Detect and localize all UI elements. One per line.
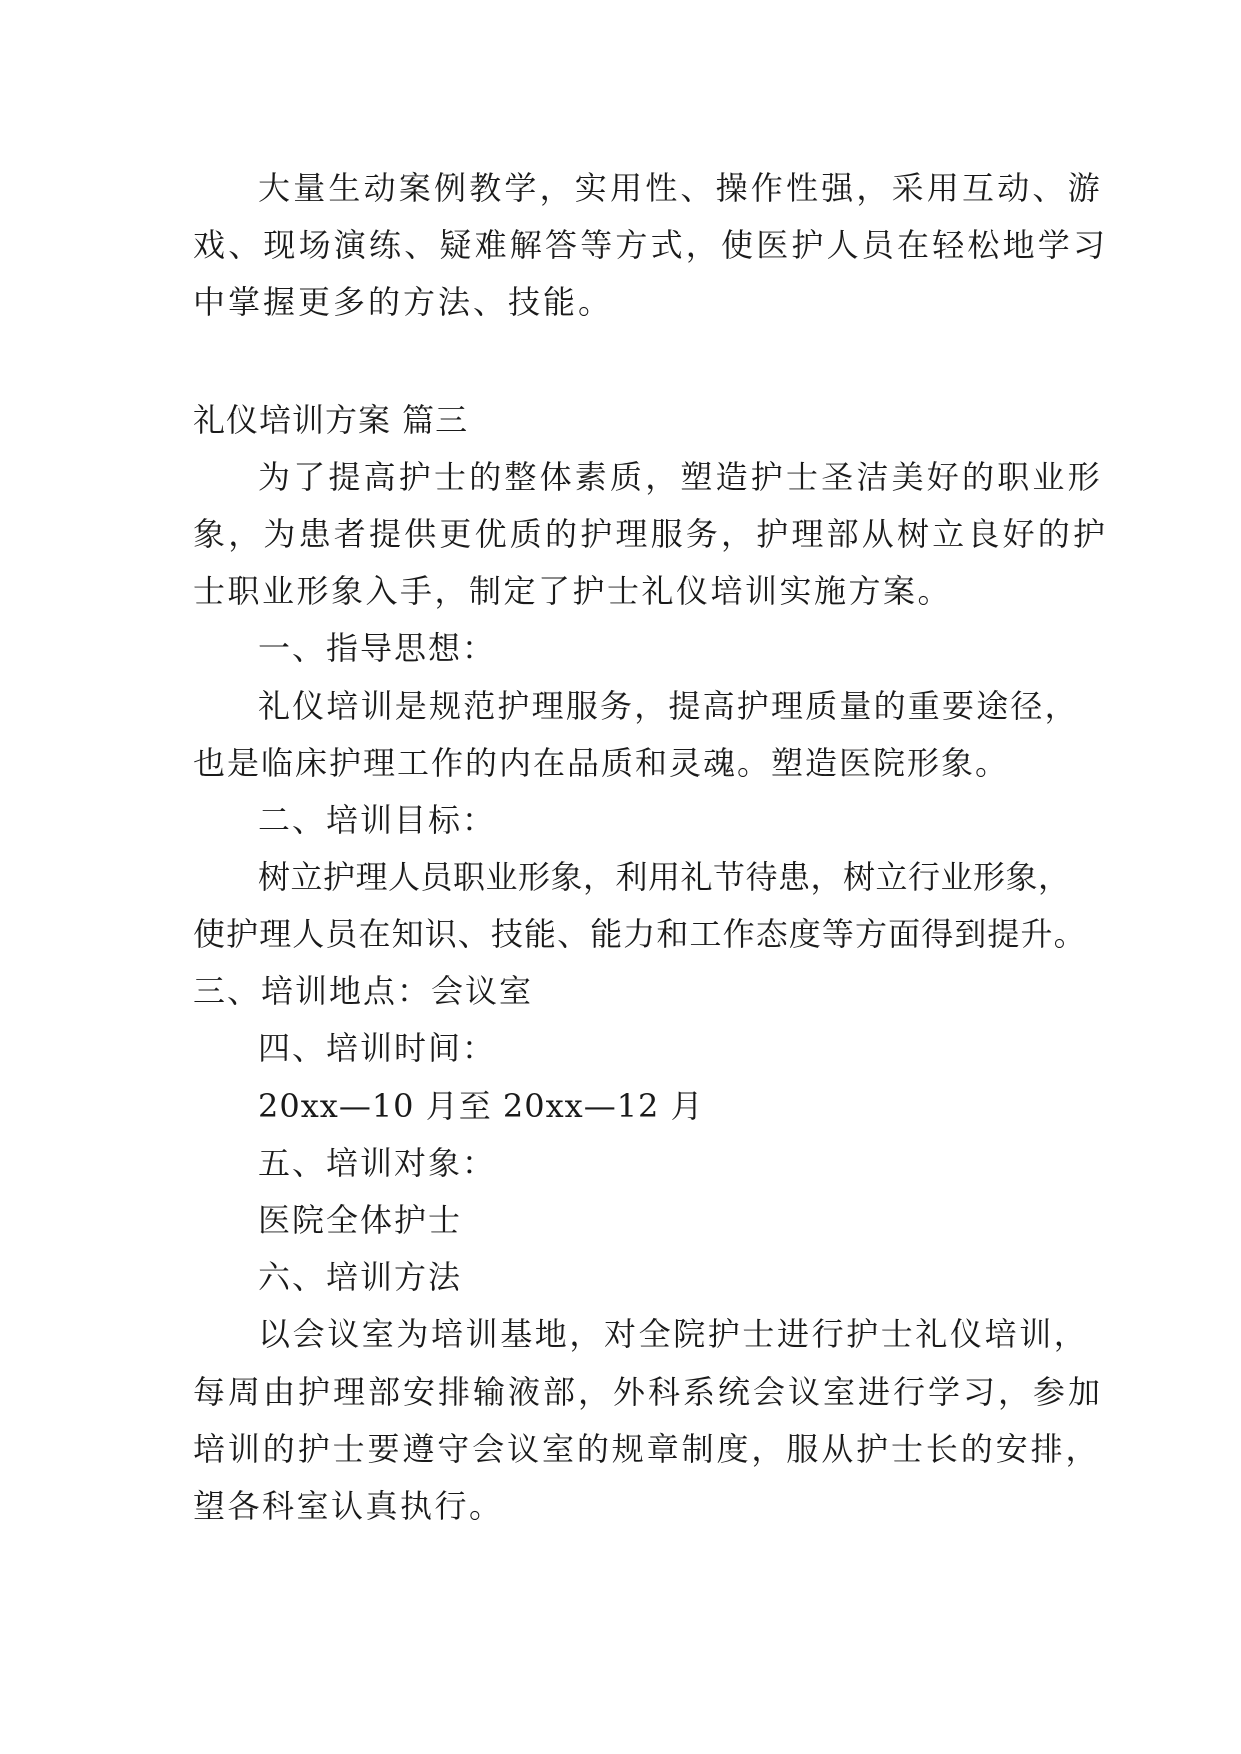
purpose-line-1: 为了提高护士的整体素质，塑造护士圣洁美好的职业形 [258, 458, 1103, 496]
method-line-3: 培训的护士要遵守会议室的规章制度，服从护士长的安排， [193, 1430, 1101, 1468]
heading-training-time: 四、培训时间： [258, 1029, 497, 1067]
heading-training-goal: 二、培训目标： [258, 801, 497, 839]
method-line-1: 以会议室为培训基地，对全院护士进行护士礼仪培训， [258, 1315, 1089, 1353]
heading-training-target: 五、培训对象： [258, 1144, 497, 1182]
goal-line-2: 使护理人员在知识、技能、能力和工作态度等方面得到提升。 [193, 915, 1087, 953]
section-title: 礼仪培训方案 篇三 [193, 401, 469, 439]
method-line-4: 望各科室认真执行。 [193, 1487, 504, 1525]
training-time-value: 20xx—10 月至 20xx—12 月 [258, 1087, 704, 1125]
purpose-line-3: 士职业形象入手，制定了护士礼仪培训实施方案。 [193, 572, 953, 610]
purpose-line-2: 象，为患者提供更优质的护理服务，护理部从树立良好的护 [193, 515, 1109, 553]
guide-line-1: 礼仪培训是规范护理服务，提高护理质量的重要途径， [258, 687, 1079, 725]
intro-line-1: 大量生动案例教学，实用性、操作性强，采用互动、游 [258, 169, 1103, 207]
training-target-value: 医院全体护士 [258, 1201, 463, 1239]
intro-line-2: 戏、现场演练、疑难解答等方式，使医护人员在轻松地学习 [193, 226, 1109, 264]
heading-guiding-idea: 一、指导思想： [258, 629, 497, 667]
heading-training-method: 六、培训方法 [258, 1258, 463, 1296]
heading-training-location: 三、培训地点：会议室 [193, 972, 534, 1010]
intro-line-3: 中掌握更多的方法、技能。 [193, 283, 614, 321]
method-line-2: 每周由护理部安排输液部，外科系统会议室进行学习，参加 [193, 1373, 1104, 1411]
guide-line-2: 也是临床护理工作的内在品质和灵魂。塑造医院形象。 [193, 744, 1010, 782]
goal-line-1: 树立护理人员职业形象，利用礼节待患，树立行业形象， [258, 858, 1071, 896]
